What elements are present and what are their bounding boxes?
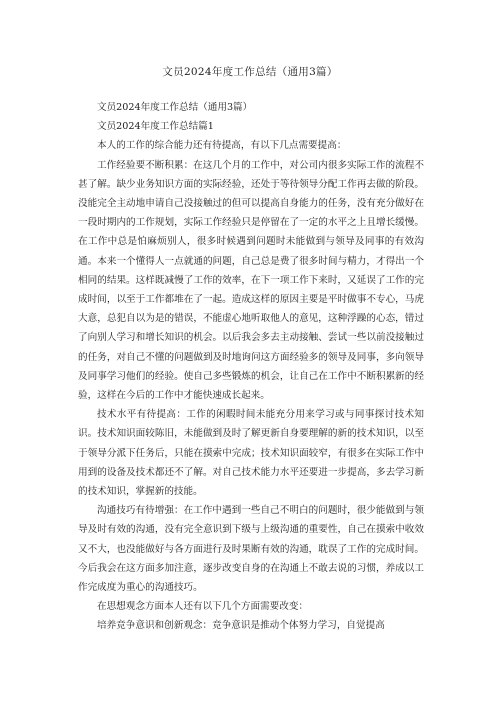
section-heading: 文员2024年度工作总结篇1 <box>97 121 214 133</box>
paragraph-communication: 沟通技巧有待增强：在工作中遇到一些自己不明白的问题时，很少能做到与领导及时有效的沟通，没有完全意识到下级与上级沟通的重要性，自己在摸索中收效又不大，也没能做好与各方面进行及时果断有效的沟通，耽误了工作的完成时间。今后我会在这方面多加注意，逐步改变自身的在沟通上不敢去说的习惯，养成以工作完成度为重心的沟通技巧。 <box>78 505 424 594</box>
paragraph-competition: 培养竞争意识和创新观念：竞争意识是推动个体努力学习，自觉提高 <box>97 620 385 632</box>
paragraph-intro: 本人的工作的综合能力还有待提高，有以下几点需要提高： <box>97 140 347 152</box>
document-body <box>78 98 424 636</box>
doc-heading: 文员2024年度工作总结（通用3篇） <box>97 102 253 113</box>
paragraph-technical: 技术水平有待提高：工作的闲暇时间未能充分用来学习或与同事探讨技术知识。技术知识面较陈旧，未能做到及时了解更新自身要理解的新的技术知识，以至于领导分派下任务后，只能在摸索中完成；技术知识面较窄，有很多在实际工作中用到的设备及技术都还不了解。对自己技术能力水平还要进一步提高，多去学习新的技术知识，掌握新的技能。 <box>78 409 424 498</box>
paragraph-experience: 工作经验要不断积累：在这几个月的工作中，对公司内很多实际工作的流程不甚了解。缺少业务知识方面的实际经验，还处于等待领导分配工作再去做的阶段。没能完全主动地申请自己没接触过的但可以提高自身能力的任务，没有充分做好在一段时期内的工作规划，实际工作经验只是停留在了一定的水平之上且增长缓慢。在工作中总是怕麻烦别人，很多时候遇到问题时未能做到与领导及同事的有效沟通。本来一个懂得人一点就通的问题，自己总是费了很多时间与精力，才得出一个相同的结果。这样既减慢了工作的效率，在下一项工作下来时，又延误了工作的完成时间，以至于工作都堆在了一起。造成这样的原因主要是平时做事不专心，马虎大意，总犯自以为是的错误，不能虚心地听取他人的意见，这种浮躁的心态，错过了向别人学习和增长知识的机会。以后我会多去主动接触、尝试一些以前没接触过的任务，对自己不懂的问题做到及时地询问这方面经验多的领导及同事，多向领导及同事学习他们的经验。使自己多些锻炼的机会，让自己在工作中不断积累新的经验，这样在今后的工作中才能快速成长起来。 <box>78 159 424 402</box>
paragraph-mindset: 在思想观念方面本人还有以下几个方面需要改变： <box>97 601 309 613</box>
page-title: 文员2024年度工作总结（通用3篇） <box>162 66 338 78</box>
